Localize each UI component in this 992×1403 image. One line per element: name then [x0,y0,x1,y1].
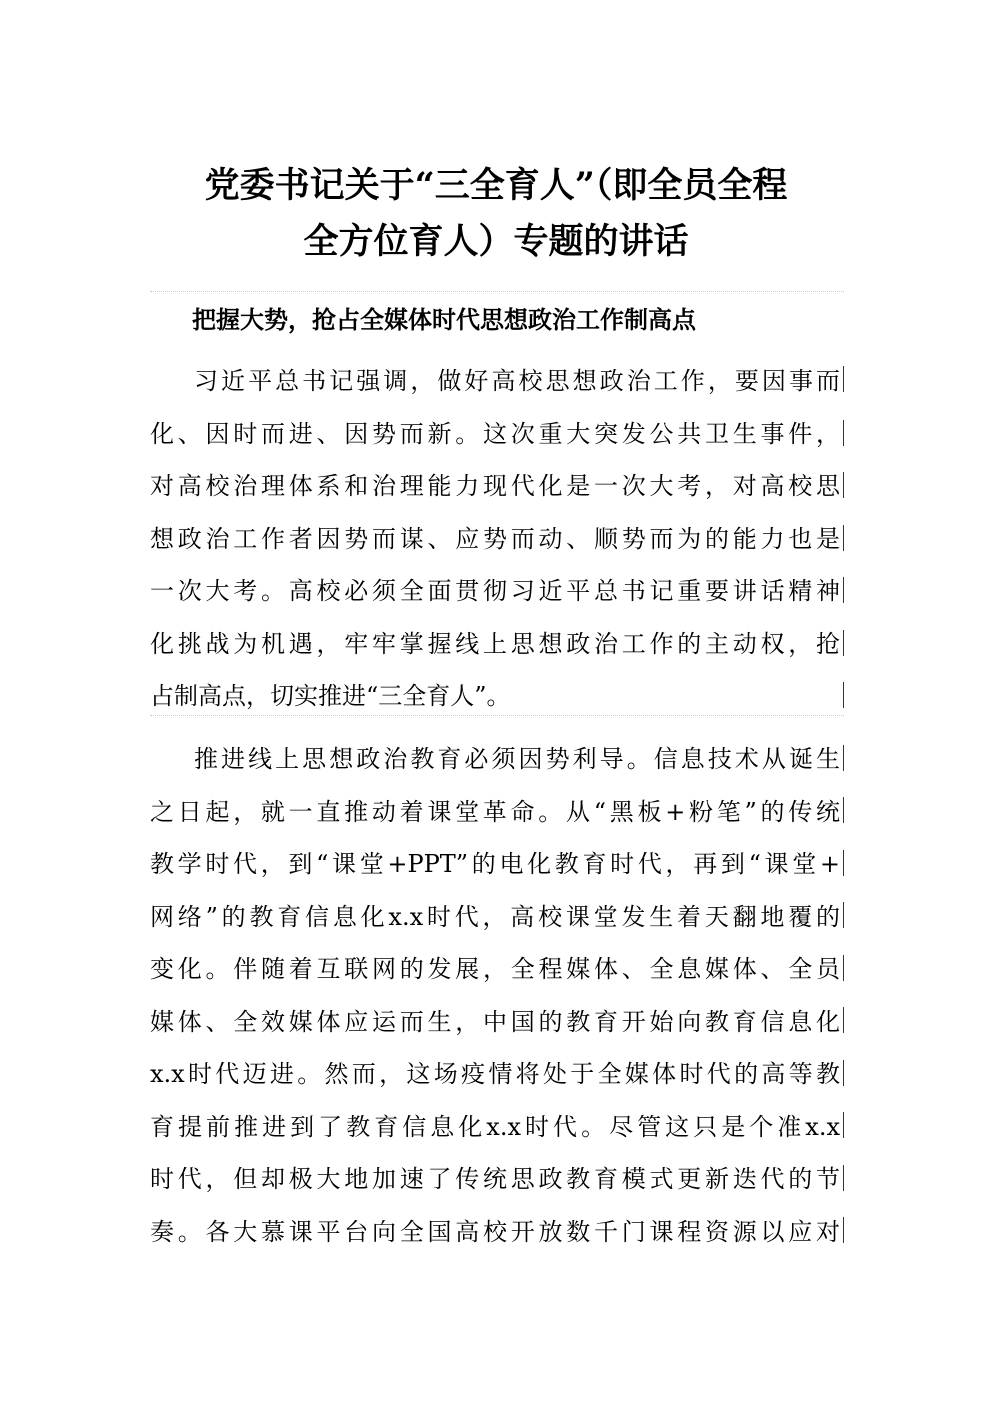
paragraph-line: 占制高点，切实推进“三全育人”。 [150,682,511,710]
divider [150,291,844,292]
margin-mark [843,745,844,771]
paragraph-1 [150,355,840,723]
margin-mark [843,955,844,981]
paragraph-line: 时代，但却极大地加速了传统思政教育模式更新迭代的节 [150,1165,840,1193]
margin-mark [843,525,844,551]
margin-mark [843,630,844,656]
margin-mark [843,797,844,823]
margin-mark [843,577,844,603]
margin-mark [843,902,844,928]
paragraph-line: 化挑战为机遇，牢牢掌握线上思想政治工作的主动权，抢 [150,629,840,658]
paragraph-line: 网络”的教育信息化x.x时代，高校课堂发生着天翻地覆的 [150,902,840,931]
paragraph-line: 推进线上思想政治教育必须因势利导。信息技术从诞生 [194,745,840,773]
margin-mark [843,1165,844,1191]
margin-mark [843,472,844,498]
paragraph-line: 想政治工作者因势而谋、应势而动、顺势而为的能力也是 [150,524,840,553]
paragraph-line: x.x时代迈进。然而，这场疫情将处于全媒体时代的高等教 [150,1060,840,1088]
paragraph-line: 对高校治理体系和治理能力现代化是一次大考，对高校思 [150,472,840,500]
paragraph-line: 媒体、全效媒体应运而生，中国的教育开始向教育信息化 [150,1007,840,1036]
paragraph-line: 一次大考。高校必须全面贯彻习近平总书记重要讲话精神 [150,577,840,605]
margin-mark [843,1007,844,1033]
title-line-2: 全方位育人）专题的讲话 [303,221,689,262]
margin-mark [843,850,844,876]
margin-mark [843,1217,844,1243]
paragraph-line: 奏。各大慕课平台向全国高校开放数千门课程资源以应对 [150,1217,840,1246]
margin-mark [843,420,844,446]
paragraph-line: 化、因时而进、因势而新。这次重大突发公共卫生事件， [150,419,840,448]
paragraph-line: 育提前推进到了教育信息化x.x时代。尽管这只是个准x.x [150,1112,840,1141]
paragraph-line: 教学时代，到“课堂+PPT”的电化教育时代，再到“课堂+ [150,850,840,878]
paragraph-2 [150,733,840,1258]
paragraph-line: 变化。伴随着互联网的发展，全程媒体、全息媒体、全员 [150,955,840,983]
margin-mark [843,682,844,708]
margin-mark [843,1112,844,1138]
title-line-1: 党委书记关于“三全育人”（即全员全程 [204,165,788,206]
document-title [150,158,842,270]
divider [150,715,844,716]
margin-mark [843,1060,844,1086]
margin-mark [843,366,844,392]
section-heading: 把握大势，抢占全媒体时代思想政治工作制高点 [192,306,696,334]
paragraph-line: 习近平总书记强调，做好高校思想政治工作，要因事而 [194,367,840,395]
paragraph-line: 之日起，就一直推动着课堂革命。从“黑板+粉笔”的传统 [150,797,840,826]
